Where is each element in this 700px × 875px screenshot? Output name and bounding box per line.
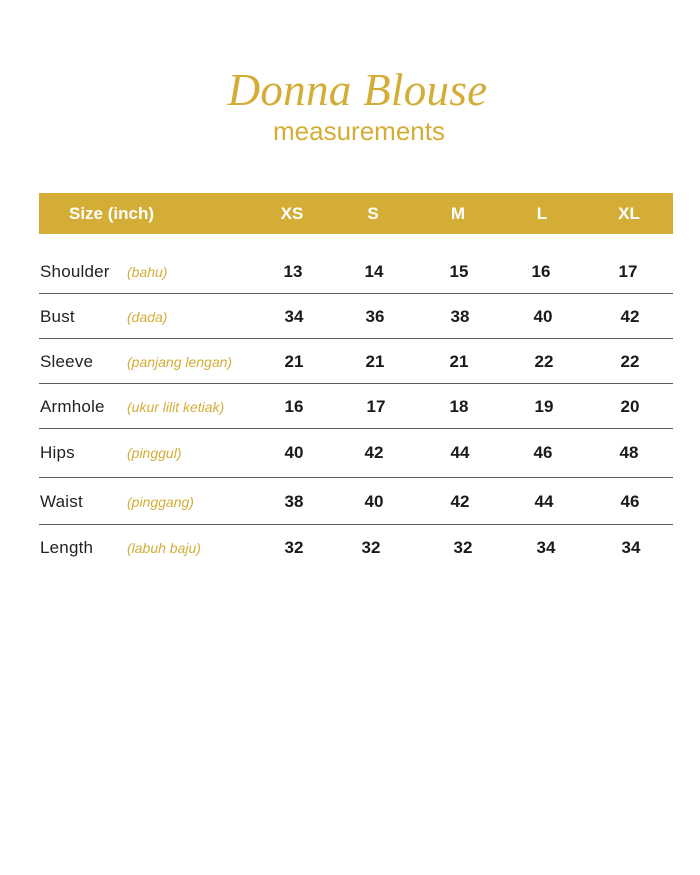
row-label: Waist xyxy=(40,492,83,511)
row-label: Shoulder xyxy=(40,262,110,281)
size-header: Size (inch) xyxy=(69,204,155,223)
value-xl: 42 xyxy=(620,307,640,326)
row-label: Armhole xyxy=(40,397,105,416)
row-divider xyxy=(39,477,673,478)
row-translation: (pinggang) xyxy=(127,494,194,510)
value-l: 44 xyxy=(534,492,554,511)
value-m: 18 xyxy=(449,397,469,416)
value-m: 32 xyxy=(453,538,473,557)
value-xs: 34 xyxy=(284,307,304,326)
size-header-m: M xyxy=(450,204,466,223)
value-m: 38 xyxy=(450,307,470,326)
table-row-waist xyxy=(39,479,673,524)
page-subtitle: measurements xyxy=(273,116,445,146)
value-xs: 38 xyxy=(284,492,304,511)
value-s: 32 xyxy=(361,538,381,557)
value-s: 17 xyxy=(366,397,386,416)
row-divider xyxy=(39,428,673,429)
value-s: 14 xyxy=(364,262,384,281)
value-l: 40 xyxy=(533,307,553,326)
value-m: 21 xyxy=(449,352,469,371)
row-translation: (pinggul) xyxy=(127,445,182,461)
value-m: 15 xyxy=(449,262,469,281)
value-xl: 17 xyxy=(618,262,638,281)
value-m: 42 xyxy=(450,492,470,511)
value-xl: 48 xyxy=(619,443,639,462)
row-translation: (labuh baju) xyxy=(127,540,201,556)
row-translation: (ukur lilit ketiak) xyxy=(127,399,225,415)
page-title: Donna Blouse xyxy=(227,65,488,115)
value-xs: 13 xyxy=(283,262,303,281)
size-header-xl: XL xyxy=(618,204,640,223)
table-row-hips xyxy=(39,430,673,475)
table-row-length xyxy=(39,525,673,570)
value-s: 36 xyxy=(365,307,385,326)
table-row-shoulder xyxy=(39,249,673,294)
row-translation: (dada) xyxy=(127,309,168,325)
value-l: 34 xyxy=(536,538,556,557)
row-label: Bust xyxy=(40,307,75,326)
row-label: Length xyxy=(40,538,94,557)
size-header-xs: XS xyxy=(280,204,304,223)
value-m: 44 xyxy=(450,443,470,462)
value-s: 40 xyxy=(364,492,384,511)
value-xs: 32 xyxy=(284,538,304,557)
table-row-armhole xyxy=(39,384,673,429)
row-label: Hips xyxy=(40,443,75,462)
row-label: Sleeve xyxy=(40,352,94,371)
value-xs: 21 xyxy=(284,352,304,371)
value-xl: 34 xyxy=(621,538,641,557)
value-xl: 22 xyxy=(620,352,640,371)
size-header-s: S xyxy=(367,204,379,223)
value-s: 21 xyxy=(365,352,385,371)
value-l: 46 xyxy=(533,443,553,462)
value-l: 22 xyxy=(534,352,554,371)
row-translation: (bahu) xyxy=(127,264,168,280)
value-xs: 40 xyxy=(284,443,304,462)
value-xl: 20 xyxy=(620,397,640,416)
value-l: 16 xyxy=(531,262,551,281)
value-xl: 46 xyxy=(620,492,640,511)
value-xs: 16 xyxy=(284,397,304,416)
table-header xyxy=(39,193,673,234)
value-s: 42 xyxy=(364,443,384,462)
value-l: 19 xyxy=(534,397,554,416)
table-row-sleeve xyxy=(39,339,673,384)
row-translation: (panjang lengan) xyxy=(127,354,233,370)
table-row-bust xyxy=(39,294,673,339)
size-header-l: L xyxy=(536,204,548,223)
